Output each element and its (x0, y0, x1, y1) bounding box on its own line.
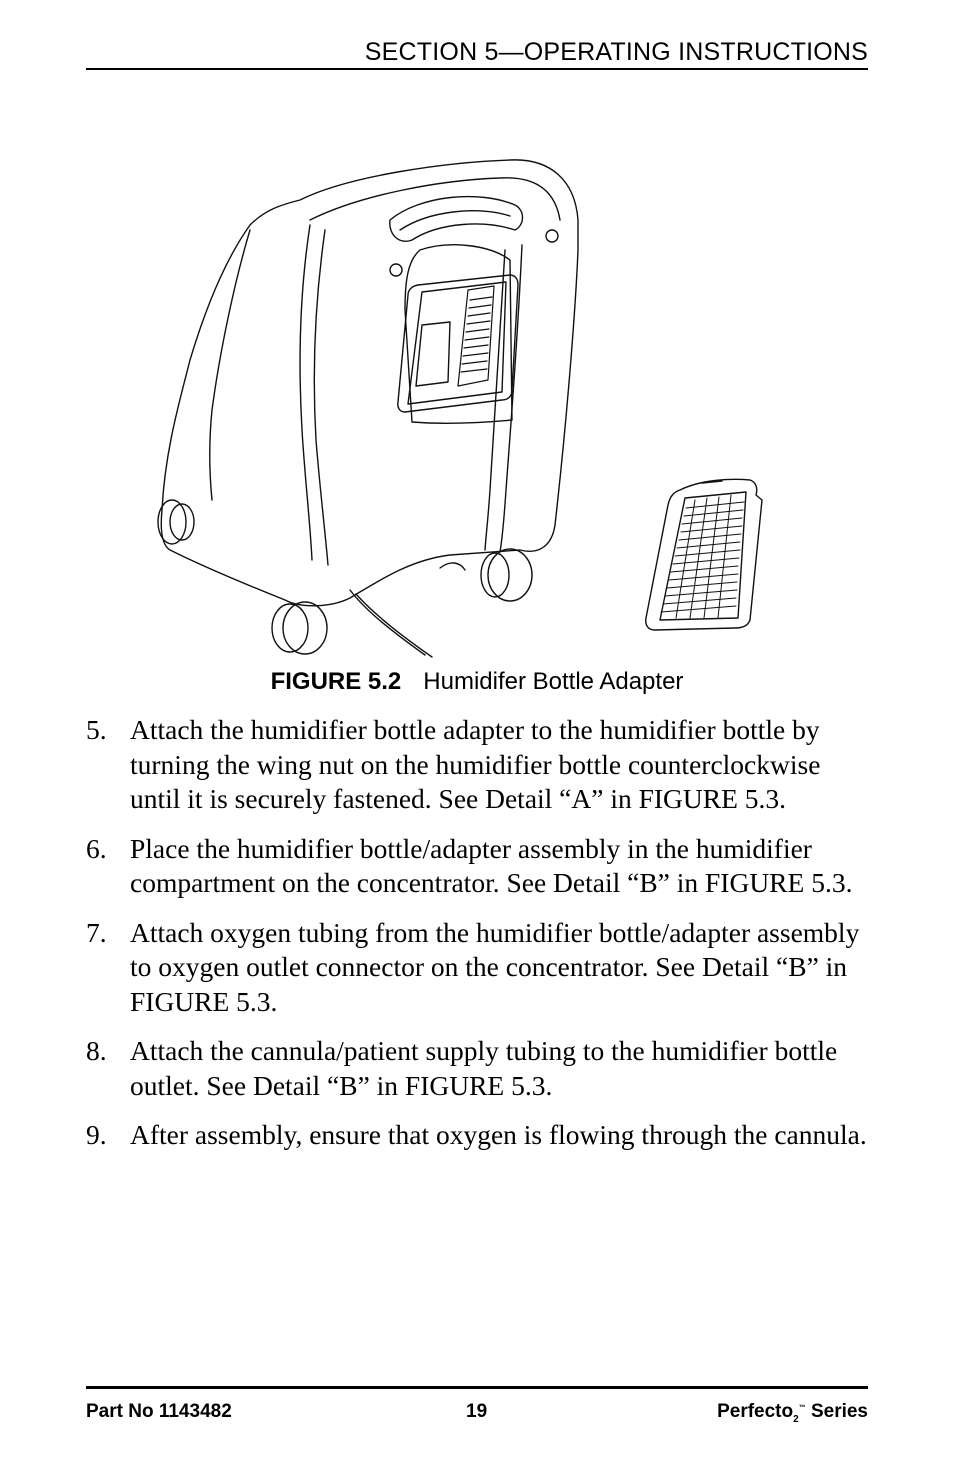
figure-caption (0, 668, 954, 696)
step-text: Attach the humidifier bottle adapter to the humidifier bottle by turning the wing nut on the humidifier bottle counterclockwise until it is securely fastened. See Detail “A” in FIGURE 5.3. (130, 714, 821, 814)
page-number: 19 (466, 1401, 488, 1422)
step-number: 8. (86, 1035, 107, 1066)
product-suffix: Series (810, 1401, 868, 1422)
figure-number: FIGURE 5.2 (270, 668, 402, 695)
section-title: SECTION 5—OPERATING INSTRUCTIONS (364, 38, 868, 66)
concentrator-illustration (150, 150, 790, 660)
trademark-mark: ™ (798, 1404, 806, 1412)
rear-vents (458, 286, 494, 386)
part-number: Part No 1143482 (86, 1401, 232, 1422)
section-header (86, 36, 868, 70)
step-text: Attach the cannula/patient supply tubing to the humidifier bottle outlet. See Detail “B” in FIGURE 5.3. (130, 1035, 838, 1101)
list-item (86, 1118, 876, 1153)
instruction-list (86, 713, 876, 1168)
page-footer (86, 1386, 868, 1429)
step-number: 5. (86, 714, 107, 745)
list-item (86, 1034, 876, 1103)
figure-title: Humidifer Bottle Adapter (423, 668, 684, 695)
step-number: 7. (86, 916, 107, 948)
list-item (86, 832, 876, 901)
product-label: Perfecto (717, 1401, 794, 1422)
product-subscript: 2 (793, 1413, 799, 1425)
handle (390, 197, 523, 242)
wheels (158, 500, 532, 654)
step-text: Attach oxygen tubing from the humidifier bottle/adapter assembly to oxygen outlet connector on the concentrator. See Detail “B” in FIGURE 5.3. (130, 916, 860, 1017)
step-text: Place the humidifier bottle/adapter assembly in the humidifier compartment on the concentrator. See Detail “B” in FIGURE 5.3. (130, 832, 853, 898)
list-item (86, 713, 876, 817)
concentrator-body (161, 160, 578, 606)
step-number: 6. (86, 832, 107, 864)
step-text: After assembly, ensure that oxygen is flowing through the cannula. (130, 1119, 867, 1150)
step-number: 9. (86, 1119, 107, 1150)
product-name (717, 1401, 868, 1425)
humidifier-adapter-part (646, 479, 762, 630)
list-item (86, 916, 876, 1020)
